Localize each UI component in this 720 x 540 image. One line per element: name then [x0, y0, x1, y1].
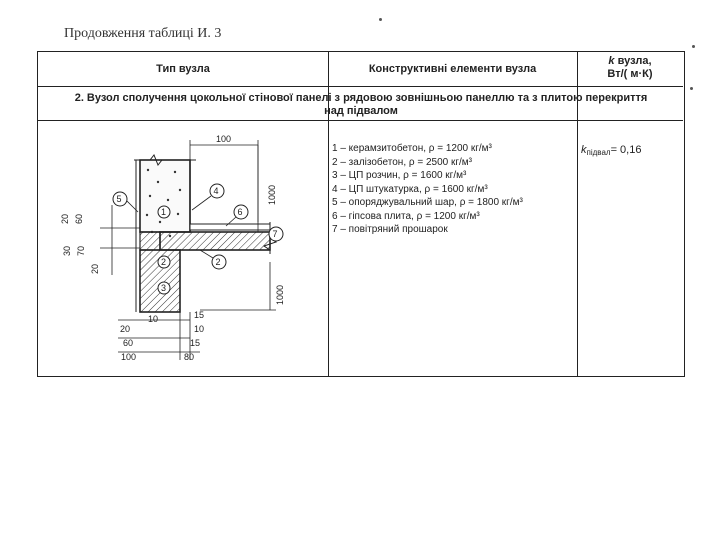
floor-slab	[160, 232, 270, 250]
dim-bottom-left: 100	[121, 352, 137, 362]
header-node-type: Тип вузла	[156, 63, 210, 75]
section-title-line1: 2. Вузол сполучення цокольної стінової панелі з рядовою зовнішньою панеллю та з плитою перекриття	[74, 92, 648, 104]
svg-text:2: 2	[215, 257, 221, 267]
dim-bottom-left: 20	[120, 324, 131, 334]
dim-bottom-left: 10	[148, 314, 159, 324]
material-item: 3 – ЦП розчин, ρ = 1600 кг/м³	[332, 170, 467, 181]
k-symbol: k	[608, 55, 615, 67]
callout-3	[158, 282, 170, 294]
dim-left: 30	[62, 245, 72, 256]
callout-2	[200, 250, 226, 269]
material-item: 7 – повітряний прошарок	[332, 224, 448, 235]
callout-6	[226, 205, 248, 226]
dim-left: 20	[90, 263, 100, 274]
svg-text:1: 1	[161, 207, 167, 217]
callout-5	[113, 192, 138, 212]
dim-bottom-right: 10	[194, 324, 205, 334]
dim-left: 60	[74, 213, 84, 224]
dim-right-lower: 1000	[275, 284, 285, 305]
svg-text:3: 3	[161, 283, 167, 293]
k-value-subscript: підвал	[586, 148, 611, 157]
material-item: 4 – ЦП штукатурка, ρ = 1600 кг/м³	[332, 183, 488, 195]
scan-speck	[692, 45, 695, 48]
svg-text:2: 2	[161, 257, 167, 267]
svg-text:5: 5	[116, 194, 122, 204]
k-word: вузла,	[614, 55, 652, 67]
k-value-number: = 0,16	[610, 144, 642, 156]
dim-bottom-right: 15	[194, 310, 205, 320]
k-units: Вт/( м·К)	[607, 68, 653, 80]
material-item: 5 – опоряджувальний шар, ρ = 1800 кг/м³	[332, 197, 523, 208]
material-item: 2 – залізобетон, ρ = 2500 кг/м³	[332, 156, 472, 168]
svg-text:4: 4	[213, 186, 219, 196]
dim-bottom-right: 80	[184, 352, 195, 362]
material-item: 6 – гіпсова плита, ρ = 1200 кг/м³	[332, 210, 480, 222]
dim-left: 70	[76, 245, 86, 256]
dim-top: 100	[216, 134, 232, 144]
k-value-symbol: k	[581, 144, 587, 156]
dim-right-upper: 1000	[267, 184, 277, 205]
scan-speck	[379, 18, 382, 21]
material-item: 1 – керамзитобетон, ρ = 1200 кг/м³	[332, 143, 492, 154]
header-structural-elements: Конструктивні елементи вузла	[368, 63, 537, 75]
svg-text:7: 7	[272, 229, 278, 239]
callout-1	[158, 206, 170, 218]
table-caption: Продовження таблиці И. 3	[64, 26, 222, 41]
plinth-top	[140, 232, 160, 250]
dim-bottom-right: 15	[190, 338, 201, 348]
scan-speck	[690, 87, 693, 90]
callout-4	[192, 184, 224, 210]
dim-bottom-left: 60	[123, 338, 134, 348]
svg-text:6: 6	[237, 207, 243, 217]
callout-7	[269, 227, 283, 241]
callout-2-lower	[158, 256, 170, 268]
section-title-line2: над підвалом	[324, 105, 398, 117]
dim-left: 20	[60, 213, 70, 224]
